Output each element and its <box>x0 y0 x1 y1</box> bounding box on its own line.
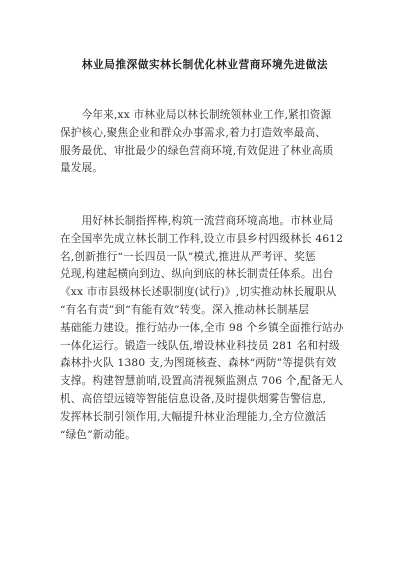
paragraph-line: “绿色”新动能。 <box>60 428 136 441</box>
paragraph-intro <box>60 107 360 178</box>
paragraph-line: 兑现,构建起横向到边、纵向到底的林长制责任体系。出台 <box>60 268 334 281</box>
paragraph-line: 今年来,xx 市林业局以林长制统领林业工作,紧扣资源 <box>60 109 332 121</box>
paragraph-line: 一体化运行。锻造一线队伍,增设林业科技员 281 名和村级 <box>60 339 340 352</box>
paragraph-line: “有名有责”到“有能有效”转变。深入推动林长制基层 <box>60 303 310 316</box>
paragraph-line: 服务最优、审批最少的绿色营商环境,有效促进了林业高质 <box>60 144 334 157</box>
paragraph-line: 在全国率先成立林长制工作科,设立市县乡村四级林长 4612 <box>60 232 344 245</box>
paragraph-line: 名,创新推行“一长四员一队”模式,推进从严考评、奖惩 <box>60 250 316 263</box>
paragraph-line: 发挥林长制引领作用,大幅提升林业治理能力,全方位激活 <box>60 410 327 423</box>
paragraph-line: 量发展。 <box>60 162 104 175</box>
paragraph-line: 用好林长制指挥棒,构筑一流营商环境高地。市林业局 <box>60 215 334 227</box>
paragraph-line: 基础能力建设。推行站办一体,全市 98 个乡镇全面推行站办 <box>60 321 344 334</box>
document-title: 林业局推深做实林长制优化林业营商环境先进做法 <box>81 59 329 71</box>
paragraph-line: 森林扑火队 1380 支,为图斑核查、森林“两防”等提供有效 <box>60 357 337 370</box>
paragraph-line: 机、高倍望远镜等智能信息设备,及时提供烟雾告警信息, <box>60 392 327 405</box>
paragraph-line: 保护核心,聚焦企业和群众办事需求,着力打造效率最高、 <box>60 126 327 139</box>
paragraph-forest-chief-system <box>60 213 360 444</box>
paragraph-line: 支撑。构建智慧前哨,设置高清视频监测点 706 个,配备无人 <box>60 375 344 388</box>
paragraph-line: 《xx 市市县级林长述职制度(试行)》,切实推动林长履职从 <box>60 286 337 299</box>
